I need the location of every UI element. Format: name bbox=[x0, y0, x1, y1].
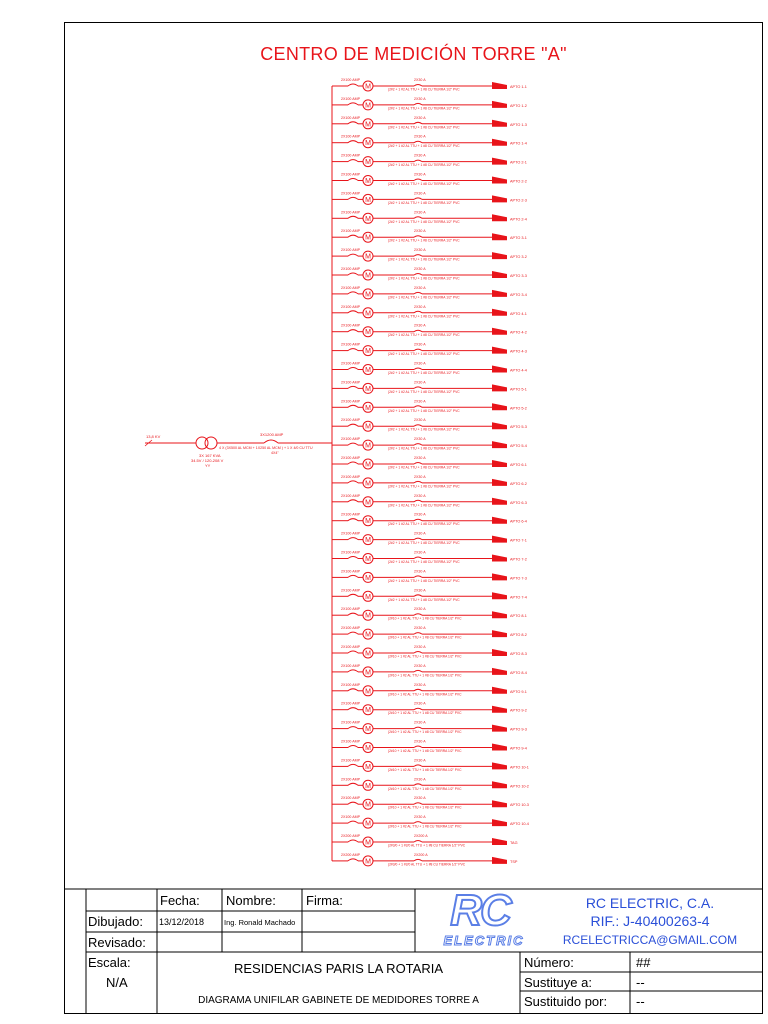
dibujado-fecha: 13/12/2018 bbox=[159, 917, 205, 927]
cable-label: (2#2 + 1 #2 AL TTU + 1 #8 CU TIERRA 1/2" PVC bbox=[388, 578, 460, 583]
breaker-label: 2X100 AMP bbox=[341, 720, 360, 725]
meter-letter: M bbox=[365, 196, 371, 204]
load-label: APTO 1-1 bbox=[510, 85, 527, 89]
meter-letter: M bbox=[365, 556, 371, 563]
breaker-label: 2X100 AMP bbox=[341, 191, 360, 196]
load-label: APTO 6-1 bbox=[510, 463, 527, 467]
meter-letter: M bbox=[365, 839, 371, 847]
company-name: RC ELECTRIC, C.A. bbox=[585, 895, 715, 911]
load-label: APTO 7-2 bbox=[510, 557, 527, 562]
cable-label: (2#2 + 1 #2 AL TTU + 1 #8 CU TIERRA 1/2" PVC bbox=[388, 295, 460, 300]
load-label: APTO 7-3 bbox=[510, 576, 527, 581]
fuse-label: 2X30 A bbox=[414, 78, 426, 82]
escala-value: N/A bbox=[106, 975, 128, 990]
fuse-label: 2X30 A bbox=[414, 474, 426, 479]
fuse-label: 2X30 A bbox=[414, 153, 426, 158]
fuse-label: 2X30 A bbox=[414, 682, 426, 687]
fecha-label: Fecha: bbox=[160, 893, 200, 908]
breaker-label: 2X100 AMP bbox=[341, 682, 360, 687]
escala-label: Escala: bbox=[88, 955, 131, 970]
meter-letter: M bbox=[365, 367, 371, 374]
meter-letter: M bbox=[365, 499, 371, 507]
main-cable-label: 4 X (3X500 AL MCM + 1X250 AL MCM ) + 1 X 4/0 CU TTU bbox=[219, 446, 313, 450]
fuse-label: 2X30 A bbox=[414, 550, 426, 555]
fuse-label: 2X30 A bbox=[414, 229, 426, 234]
cable-label: (2#2 + 1 #2 AL TTU + 1 #8 CU TIERRA 1/2" PVC bbox=[388, 106, 460, 111]
meter-letter: M bbox=[365, 518, 371, 526]
fuse-label: 2X30 A bbox=[414, 115, 426, 120]
breaker-label: 2X200 AMP bbox=[341, 834, 360, 838]
load-label: APTO 8-1 bbox=[510, 614, 527, 619]
meter-letter: M bbox=[365, 140, 371, 148]
cable-label: (2#2 + 1 #2 AL TTU + 1 #8 CU TIERRA 1/2" PVC bbox=[388, 446, 460, 451]
breaker-label: 2X100 AMP bbox=[341, 418, 360, 423]
transformer-rating-label: 3X 167 KVA bbox=[199, 453, 221, 458]
dibujado-nombre: Ing. Ronald Machado bbox=[224, 918, 296, 927]
breaker-label: 2X100 AMP bbox=[341, 323, 360, 328]
load-label: APTO 1-3 bbox=[510, 122, 527, 127]
cable-label: (2#10 + 1 #2 AL TTU + 1 #8 CU TIERRA 1/2" PVC bbox=[388, 654, 462, 659]
meter-letter: M bbox=[365, 461, 371, 469]
breaker-label: 2X100 AMP bbox=[341, 437, 360, 442]
breaker-label: 2X100 AMP bbox=[341, 115, 360, 120]
load-label: APTO 8-3 bbox=[510, 652, 527, 656]
breaker-label: 2X100 AMP bbox=[341, 512, 360, 517]
load-label: TAG bbox=[510, 841, 518, 845]
main-conduit-label: 4X4" bbox=[271, 451, 279, 455]
cable-label: (2#10 + 1 #2 AL TTU + 1 #8 CU TIERRA 1/2" PVC bbox=[388, 824, 462, 829]
load-label: APTO 3-2 bbox=[510, 255, 527, 260]
nombre-label: Nombre: bbox=[226, 893, 276, 908]
cable-label: (2#2 + 1 #2 AL TTU + 1 #8 CU TIERRA 1/2" PVC bbox=[388, 371, 460, 375]
fuse-label: 2X30 A bbox=[414, 663, 426, 668]
logo-letters: RC bbox=[450, 886, 510, 935]
diagram-title: CENTRO DE MEDICIÓN TORRE "A" bbox=[260, 44, 567, 64]
cable-label: (2#2 + 1 #2 AL TTU + 1 #8 CU TIERRA 1/2" PVC bbox=[388, 522, 460, 527]
meter-letter: M bbox=[365, 272, 371, 280]
breaker-label: 2X100 AMP bbox=[341, 153, 360, 158]
cable-label: (2#10 + 1 #2 AL TTU + 1 #8 CU TIERRA 1/2" PVC bbox=[388, 786, 462, 791]
fuse-label: 2X30 A bbox=[414, 267, 426, 271]
numero-value: ## bbox=[636, 955, 651, 970]
breaker-label: 2X100 AMP bbox=[341, 815, 360, 820]
fuse-label: 2X30 A bbox=[414, 701, 426, 706]
numero-label: Número: bbox=[524, 955, 574, 970]
fuse-label: 2X30 A bbox=[414, 380, 426, 385]
breaker-label: 2X100 AMP bbox=[341, 304, 360, 309]
load-label: APTO 4-1 bbox=[510, 311, 527, 316]
fuse-label: 2X30 A bbox=[414, 285, 426, 290]
cable-label: (2#2 + 1 #2 AL TTU + 1 #8 CU TIERRA 1/2" PVC bbox=[388, 597, 460, 602]
main-breaker-label: 3X1200 AMP bbox=[260, 432, 284, 437]
cable-label: (2#10 + 1 #2 AL TTU + 1 #8 CU TIERRA 1/2" PVC bbox=[388, 692, 462, 697]
fuse-label: 2X30 A bbox=[414, 645, 426, 649]
load-label: APTO 1-4 bbox=[510, 141, 527, 146]
fuse-label: 2X30 A bbox=[414, 588, 426, 593]
breaker-label: 2X100 AMP bbox=[341, 474, 360, 479]
load-label: APTO 2-2 bbox=[510, 179, 527, 184]
fuse-label: 2X30 A bbox=[414, 210, 426, 215]
load-label: APTO 1-2 bbox=[510, 103, 527, 108]
meter-letter: M bbox=[365, 820, 371, 828]
fuse-label: 2X30 A bbox=[414, 96, 426, 101]
load-label: APTO 10-3 bbox=[510, 803, 529, 808]
load-label: APTO 6-3 bbox=[510, 500, 527, 505]
company-email[interactable]: RCELECTRICCA@GMAIL.COM bbox=[562, 933, 738, 947]
breaker-label: 2X100 AMP bbox=[341, 78, 360, 82]
load-label: APTO 9-1 bbox=[510, 689, 527, 694]
cable-label: (2#2 + 1 #2 AL TTU + 1 #8 CU TIERRA 1/2" PVC bbox=[388, 219, 460, 224]
meter-letter: M bbox=[365, 385, 371, 393]
meter-letter: M bbox=[365, 726, 371, 734]
meter-letter: M bbox=[365, 159, 371, 167]
breaker-label: 2X100 AMP bbox=[341, 229, 360, 234]
sustituido-label: Sustituido por: bbox=[524, 994, 608, 1009]
breaker-label: 2X100 AMP bbox=[341, 248, 360, 253]
fuse-label: 2X30 A bbox=[414, 531, 426, 536]
fuse-label: 2X30 A bbox=[414, 777, 426, 782]
transformer-voltage-label: 34.5V / 120-208 V bbox=[191, 458, 224, 463]
fuse-label: 2X30 A bbox=[414, 134, 426, 139]
breaker-label: 2X100 AMP bbox=[341, 588, 360, 593]
meter-letter: M bbox=[365, 480, 371, 488]
meter-letter: M bbox=[365, 83, 371, 91]
cable-label: (2#2 + 1 #2 AL TTU + 1 #8 CU TIERRA 1/2" PVC bbox=[388, 465, 460, 470]
fuse-label: 2X30 A bbox=[414, 342, 426, 347]
meter-letter: M bbox=[365, 763, 371, 771]
cable-label: (2#2 + 1 #2 AL TTU + 1 #8 CU TIERRA 1/2" PVC bbox=[388, 389, 460, 394]
meter-letter: M bbox=[365, 291, 371, 299]
meter-letter: M bbox=[365, 745, 371, 752]
load-label: APTO 10-2 bbox=[510, 784, 529, 789]
meter-letter: M bbox=[365, 537, 371, 545]
load-label: APTO 2-3 bbox=[510, 198, 527, 203]
meter-letter: M bbox=[365, 631, 371, 639]
fuse-label: 2X30 A bbox=[414, 361, 426, 366]
load-label: TSP bbox=[510, 859, 518, 864]
breaker-label: 2X100 AMP bbox=[341, 777, 360, 782]
sustituye-label: Sustituye a: bbox=[524, 975, 592, 990]
breaker-label: 2X100 AMP bbox=[341, 456, 360, 460]
meter-letter: M bbox=[365, 348, 371, 356]
breaker-label: 2X100 AMP bbox=[341, 285, 360, 290]
cable-label: (2#10 + 1 #2 AL TTU + 1 #8 CU TIERRA 1/2" PVC bbox=[388, 673, 462, 678]
cable-label: (2#10 + 1 #2 AL TTU + 1 #8 CU TIERRA 1/2" PVC bbox=[388, 635, 462, 640]
meter-letter: M bbox=[365, 688, 371, 696]
cable-label: (2#2 + 1 #2 AL TTU + 1 #8 CU TIERRA 1/2" PVC bbox=[388, 352, 460, 357]
fuse-label: 2X30 A bbox=[414, 456, 426, 460]
logo-subtext: ELECTRIC bbox=[443, 933, 525, 948]
cable-label: (2#10 + 1 #2 AL TTU + 1 #8 CU TIERRA 1/2" PVC bbox=[388, 767, 462, 772]
cable-label: (2#10 + 1 #2 AL TTU + 1 #8 CU TIERRA 1/2" PVC bbox=[388, 749, 462, 753]
drawing-name: DIAGRAMA UNIFILAR GABINETE DE MEDIDORES TORRE A bbox=[198, 995, 479, 1006]
fuse-label: 2X30 A bbox=[414, 304, 426, 309]
load-label: APTO 6-2 bbox=[510, 481, 527, 486]
cable-label: (2#3/0 + 1 #2/0 AL TTU + 1 #8 CU TIERRA 1/2" PVC bbox=[388, 843, 466, 848]
breaker-label: 2X100 AMP bbox=[341, 380, 360, 385]
fuse-label: 2X30 A bbox=[414, 815, 426, 820]
breaker-label: 2X100 AMP bbox=[341, 663, 360, 668]
cable-label: (2#2 + 1 #2 AL TTU + 1 #8 CU TIERRA 1/2" PVC bbox=[388, 257, 460, 262]
load-label: APTO 9-3 bbox=[510, 727, 527, 732]
meter-letter: M bbox=[365, 178, 371, 185]
breaker-label: 2X100 AMP bbox=[341, 531, 360, 536]
cable-label: (2#2 + 1 #2 AL TTU + 1 #8 CU TIERRA 1/2" PVC bbox=[388, 125, 460, 130]
fuse-label: 2X30 A bbox=[414, 512, 426, 517]
meter-letter: M bbox=[365, 858, 371, 866]
fuse-label: 2X30 A bbox=[414, 626, 426, 631]
project-name: RESIDENCIAS PARIS LA ROTARIA bbox=[233, 961, 443, 976]
fuse-label: 2X30 A bbox=[414, 607, 426, 612]
meter-letter: M bbox=[365, 423, 371, 431]
transformer-connection-label: YY bbox=[205, 463, 211, 468]
fuse-label: 2X30 A bbox=[414, 172, 426, 177]
load-label: APTO 7-1 bbox=[510, 538, 527, 543]
load-label: APTO 9-4 bbox=[510, 746, 527, 751]
fuse-label: 2X30 A bbox=[414, 493, 426, 498]
breaker-label: 2X100 AMP bbox=[341, 645, 360, 649]
cable-label: (2#2 + 1 #2 AL TTU + 1 #8 CU TIERRA 1/2" PVC bbox=[388, 87, 460, 92]
meter-letter: M bbox=[365, 404, 371, 412]
cable-label: (2#2 + 1 #2 AL TTU + 1 #8 CU TIERRA 1/2" PVC bbox=[388, 144, 460, 149]
breaker-label: 2X100 AMP bbox=[341, 626, 360, 631]
breaker-label: 2X100 AMP bbox=[341, 607, 360, 612]
cable-label: (2#3/0 + 1 #2/0 AL TTU + 1 #8 CU TIERRA 1/2" PVC bbox=[388, 862, 466, 867]
load-label: APTO 3-1 bbox=[510, 236, 527, 241]
load-label: APTO 10-4 bbox=[510, 822, 529, 827]
cable-label: (2#2 + 1 #2 AL TTU + 1 #8 CU TIERRA 1/2" PVC bbox=[388, 427, 460, 432]
fuse-label: 2X30 A bbox=[414, 758, 426, 763]
cable-label: (2#2 + 1 #2 AL TTU + 1 #8 CU TIERRA 1/2" PVC bbox=[388, 333, 460, 338]
load-label: APTO 2-1 bbox=[510, 160, 527, 165]
meter-letter: M bbox=[365, 329, 371, 337]
revisado-label: Revisado: bbox=[88, 935, 146, 950]
breaker-label: 2X100 AMP bbox=[341, 267, 360, 271]
breaker-label: 2X100 AMP bbox=[341, 758, 360, 763]
breaker-label: 2X100 AMP bbox=[341, 550, 360, 555]
breaker-label: 2X100 AMP bbox=[341, 701, 360, 706]
meter-letter: M bbox=[365, 215, 371, 223]
meter-letter: M bbox=[365, 593, 371, 601]
meter-letter: M bbox=[365, 442, 371, 450]
cable-label: (2#10 + 1 #2 AL TTU + 1 #8 CU TIERRA 1/2" PVC bbox=[388, 711, 462, 716]
cable-label: (2#10 + 1 #2 AL TTU + 1 #8 CU TIERRA 1/2" PVC bbox=[388, 805, 462, 810]
cable-label: (2#2 + 1 #2 AL TTU + 1 #8 CU TIERRA 1/2" PVC bbox=[388, 238, 460, 243]
load-label: APTO 4-3 bbox=[510, 349, 527, 354]
source-voltage-label: 13,8 KV bbox=[146, 434, 161, 439]
meter-letter: M bbox=[365, 612, 371, 620]
meter-letter: M bbox=[365, 669, 371, 677]
fuse-label: 2X200 A bbox=[414, 852, 428, 857]
cable-label: (2#2 + 1 #2 AL TTU + 1 #8 CU TIERRA 1/2" PVC bbox=[388, 408, 460, 413]
load-label: APTO 3-4 bbox=[510, 292, 527, 297]
load-label: APTO 5-2 bbox=[510, 406, 527, 411]
breaker-label: 2X100 AMP bbox=[341, 172, 360, 177]
load-label: APTO 8-2 bbox=[510, 633, 527, 638]
sustituye-value: -- bbox=[636, 975, 645, 990]
load-label: APTO 2-4 bbox=[510, 217, 527, 222]
load-label: APTO 10-1 bbox=[510, 765, 529, 770]
cable-label: (2#2 + 1 #2 AL TTU + 1 #8 CU TIERRA 1/2" PVC bbox=[388, 276, 460, 281]
cable-label: (2#2 + 1 #2 AL TTU + 1 #8 CU TIERRA 1/2" PVC bbox=[388, 182, 460, 186]
meter-letter: M bbox=[365, 707, 371, 715]
cable-label: (2#2 + 1 #2 AL TTU + 1 #8 CU TIERRA 1/2" PVC bbox=[388, 541, 460, 546]
breaker-label: 2X200 AMP bbox=[341, 852, 360, 857]
meter-letter: M bbox=[365, 574, 371, 582]
load-label: APTO 6-4 bbox=[510, 519, 527, 524]
meter-letter: M bbox=[365, 253, 371, 261]
dibujado-label: Dibujado: bbox=[88, 914, 143, 929]
load-label: APTO 3-3 bbox=[510, 274, 527, 278]
meter-letter: M bbox=[365, 102, 371, 110]
breaker-label: 2X100 AMP bbox=[341, 96, 360, 101]
meter-letter: M bbox=[365, 650, 371, 658]
fuse-label: 2X30 A bbox=[414, 323, 426, 328]
meter-letter: M bbox=[365, 234, 371, 242]
breaker-label: 2X100 AMP bbox=[341, 399, 360, 404]
cable-label: (2#2 + 1 #2 AL TTU + 1 #8 CU TIERRA 1/2" PVC bbox=[388, 503, 460, 508]
fuse-label: 2X30 A bbox=[414, 191, 426, 196]
fuse-label: 2X30 A bbox=[414, 739, 426, 744]
fuse-label: 2X30 A bbox=[414, 399, 426, 404]
load-label: APTO 4-2 bbox=[510, 330, 527, 335]
breaker-label: 2X100 AMP bbox=[341, 342, 360, 347]
fuse-label: 2X30 A bbox=[414, 720, 426, 725]
fuse-label: 2X30 A bbox=[414, 437, 426, 442]
cable-label: (2#2 + 1 #2 AL TTU + 1 #8 CU TIERRA 1/2" PVC bbox=[388, 200, 460, 205]
cable-label: (2#2 + 1 #2 AL TTU + 1 #8 CU TIERRA 1/2" PVC bbox=[388, 560, 460, 564]
load-label: APTO 5-1 bbox=[510, 387, 527, 392]
breaker-label: 2X100 AMP bbox=[341, 493, 360, 498]
load-label: APTO 9-2 bbox=[510, 708, 527, 713]
fuse-label: 2X30 A bbox=[414, 796, 426, 801]
load-label: APTO 4-4 bbox=[510, 368, 527, 373]
fuse-label: 2X30 A bbox=[414, 248, 426, 253]
sustituido-value: -- bbox=[636, 994, 645, 1009]
cable-label: (2#10 + 1 #2 AL TTU + 1 #8 CU TIERRA 1/2" PVC bbox=[388, 616, 462, 621]
load-label: APTO 8-4 bbox=[510, 670, 527, 675]
breaker-label: 2X100 AMP bbox=[341, 210, 360, 215]
cable-label: (2#10 + 1 #2 AL TTU + 1 #8 CU TIERRA 1/2" PVC bbox=[388, 730, 462, 735]
meter-letter: M bbox=[365, 121, 371, 129]
load-label: APTO 5-4 bbox=[510, 444, 527, 449]
breaker-label: 2X100 AMP bbox=[341, 739, 360, 744]
meter-letter: M bbox=[365, 310, 371, 318]
cable-label: (2#2 + 1 #2 AL TTU + 1 #8 CU TIERRA 1/2" PVC bbox=[388, 484, 460, 489]
firma-label: Firma: bbox=[306, 893, 343, 908]
fuse-label: 2X30 A bbox=[414, 418, 426, 423]
meter-letter: M bbox=[365, 782, 371, 790]
fuse-label: 2X30 A bbox=[414, 569, 426, 574]
load-label: APTO 7-4 bbox=[510, 595, 527, 600]
company-logo bbox=[420, 886, 538, 950]
company-rif: RIF.: J-40400263-4 bbox=[590, 913, 710, 929]
breaker-label: 2X100 AMP bbox=[341, 796, 360, 801]
load-label: APTO 5-3 bbox=[510, 425, 527, 430]
meter-letter: M bbox=[365, 801, 371, 809]
breaker-label: 2X100 AMP bbox=[341, 134, 360, 139]
fuse-label: 2X200 A bbox=[414, 834, 428, 838]
breaker-label: 2X100 AMP bbox=[341, 569, 360, 574]
cable-label: (2#2 + 1 #2 AL TTU + 1 #8 CU TIERRA 1/2" PVC bbox=[388, 314, 460, 319]
cable-label: (2#2 + 1 #2 AL TTU + 1 #8 CU TIERRA 1/2" PVC bbox=[388, 163, 460, 168]
breaker-label: 2X100 AMP bbox=[341, 361, 360, 366]
